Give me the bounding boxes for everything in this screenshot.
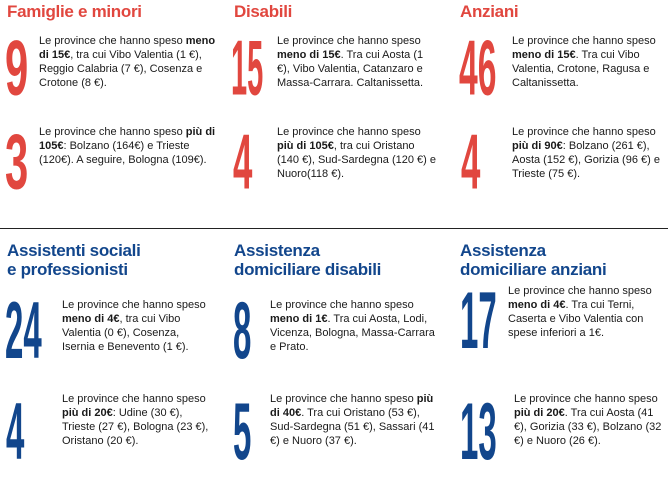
stat-number: 4: [233, 118, 253, 206]
section-title-anziani: Anziani: [460, 2, 519, 21]
stat-number: 15: [231, 24, 264, 112]
stat-number: 3: [5, 118, 29, 206]
stat-description: Le province che hanno speso più di 90€: Bolzano (261 €), Aosta (152 €), Gorizia (96 €) e Trieste (75 €).: [512, 126, 660, 180]
section-title-assistenza-disabili: Assistenza domiciliare disabili: [234, 241, 382, 279]
stat-description: Le province che hanno speso meno di 15€. Tra cui Aosta (1 €), Vibo Valentia, Catanzaro e Massa-Carrara. Caltanissetta.: [277, 35, 424, 89]
stat-description: Le province che hanno speso meno di 1€. Tra cui Aosta, Lodi, Vicenza, Bologna, Massa-Carrara e Prato.: [270, 299, 435, 353]
stat-description: Le province che hanno speso più di 105€, tra cui Oristano (140 €), Sud-Sardegna (120 €) e Nuoro(118 €).: [277, 126, 436, 180]
stat-number: 24: [5, 285, 42, 376]
stat-number: 13: [460, 386, 497, 477]
stat-number: 4: [6, 386, 25, 477]
stat-description: Le province che hanno speso più di 20€. Tra cui Aosta (41 €), Gorizia (33 €), Bolzano (32 €) e Nuoro (26 €).: [514, 393, 662, 447]
stat-number: 9: [5, 24, 29, 112]
stat-description: Le province che hanno speso più di 40€. Tra cui Oristano (53 €), Sud-Sardegna (51 €), Sassari (41 €) e Nuoro (37 €).: [270, 393, 435, 447]
section-title-disabili: Disabili: [234, 2, 293, 21]
stat-description: Le province che hanno speso più di 20€: Udine (30 €), Trieste (27 €), Bologna (23 €), Oristano (20 €).: [62, 393, 209, 447]
stat-description: Le province che hanno speso meno di 15€, tra cui Vibo Valentia (1 €), Reggio Calabria (7 €), Cosenza e Crotone (8 €).: [39, 35, 216, 89]
stat-number: 17: [460, 275, 497, 366]
stat-number: 8: [233, 285, 252, 376]
stat-number: 4: [461, 118, 481, 206]
stat-description: Le province che hanno speso più di 105€: Bolzano (164€) e Trieste (120€). A seguire, Bologna (109€).: [39, 126, 216, 166]
stat-description: Le province che hanno speso meno di 15€. Tra cui Vibo Valentia, Crotone, Ragusa e Caltanissetta.: [512, 35, 656, 89]
stat-description: Le province che hanno speso meno di 4€, tra cui Vibo Valentia (0 €), Cosenza, Isernia e Benevento (1 €).: [62, 299, 206, 353]
section-divider: [0, 228, 668, 229]
section-title-famiglie-minori: Famiglie e minori: [7, 2, 142, 21]
section-title-assistenti-sociali: Assistenti sociali e professionisti: [7, 241, 141, 279]
stat-number: 46: [459, 24, 497, 112]
section-title-assistenza-anziani: Assistenza domiciliare anziani: [460, 241, 607, 279]
stat-number: 5: [233, 386, 252, 477]
stat-description: Le province che hanno speso meno di 4€. Tra cui Terni, Caserta e Vibo Valentia con spese inferiori a 1€.: [508, 285, 652, 339]
